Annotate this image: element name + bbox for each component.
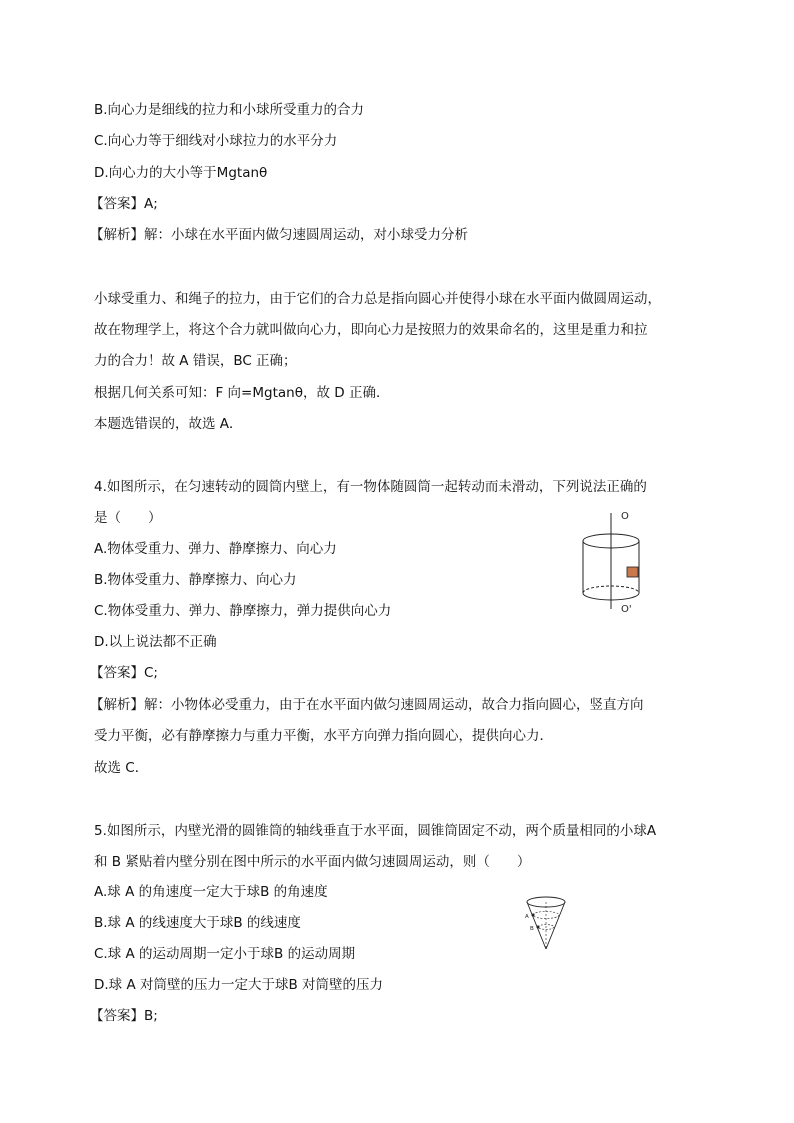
q3-analysis-line-3: 故在物理学上，将这个合力就叫做向心力，即向心力是按照力的效果命名的，这里是重力和拉 — [94, 322, 648, 338]
q4-analysis-line-1: 【解析】解：小物体必受重力，由于在水平面内做匀速圆周运动，故合力指向圆心，竖直方向 — [90, 697, 644, 713]
q3-analysis-line-4: 力的合力！故 A 错误，BC 正确； — [94, 353, 297, 369]
q3-answer: 【答案】A; — [90, 196, 158, 212]
q5-option-b: B.球 A 的线速度大于球B 的线速度 — [94, 915, 301, 931]
q4-stem-line-1: 4.如图所示，在匀速转动的圆筒内壁上，有一物体随圆筒一起转动而未滑动，下列说法正确的 — [94, 479, 647, 495]
q4-stem-line-2: 是（ ） — [94, 510, 162, 526]
q4-answer: 【答案】C; — [90, 665, 158, 681]
q4-analysis-line-2: 受力平衡，必有静摩擦力与重力平衡，水平方向弹力指向圆心，提供向心力． — [94, 728, 553, 744]
q3-analysis-line-6: 本题选错误的，故选 A． — [94, 416, 243, 432]
rotating-cylinder-figure — [575, 505, 655, 620]
q4-analysis-line-3: 故选 C． — [94, 760, 149, 776]
q3-analysis-line-2: 小球受重力、和绳子的拉力，由于它们的合力总是指向圆心并使得小球在水平面内做圆周运动， — [94, 291, 661, 307]
q4-option-b: B.物体受重力、静摩擦力、向心力 — [94, 572, 297, 588]
q5-stem-line-2: 和 B 紧贴着内壁分别在图中所示的水平面内做匀速圆周运动，则（ ） — [94, 854, 531, 870]
q3-option-d: D.向心力的大小等于Mgtanθ — [94, 165, 268, 181]
axis-top-label: O — [621, 511, 629, 522]
q3-option-c: C.向心力等于细线对小球拉力的水平分力 — [94, 133, 338, 149]
ball-b-label: B — [530, 926, 534, 932]
cone-figure — [522, 893, 568, 953]
q3-analysis-line-5: 根据几何关系可知：F 向=Mgtanθ，故 D 正确． — [94, 385, 390, 401]
q5-stem-line-1: 5.如图所示，内壁光滑的圆锥筒的轴线垂直于水平面，圆锥筒固定不动，两个质量相同的小球A — [94, 823, 657, 839]
ball-a-label: A — [525, 914, 529, 920]
q5-option-c: C.球 A 的运动周期一定小于球B 的运动周期 — [94, 946, 356, 962]
q5-option-d: D.球 A 对筒壁的压力一定大于球B 对筒壁的压力 — [94, 977, 384, 993]
q5-answer: 【答案】B; — [90, 1008, 158, 1024]
q4-option-d: D.以上说法都不正确 — [94, 634, 217, 650]
ball-b — [537, 926, 540, 929]
axis-bottom-label: O' — [621, 604, 632, 615]
ball-a — [532, 914, 535, 917]
q4-option-c: C.物体受重力、弹力、静摩擦力，弹力提供向心力 — [94, 603, 392, 619]
q3-analysis-line-1: 【解析】解：小球在水平面内做匀速圆周运动，对小球受力分析 — [90, 227, 468, 243]
q4-option-a: A.物体受重力、弹力、静摩擦力、向心力 — [94, 541, 337, 557]
friction-block — [627, 567, 638, 577]
q3-option-b: B.向心力是细线的拉力和小球所受重力的合力 — [94, 102, 365, 118]
q5-option-a: A.球 A 的角速度一定大于球B 的角速度 — [94, 884, 328, 900]
